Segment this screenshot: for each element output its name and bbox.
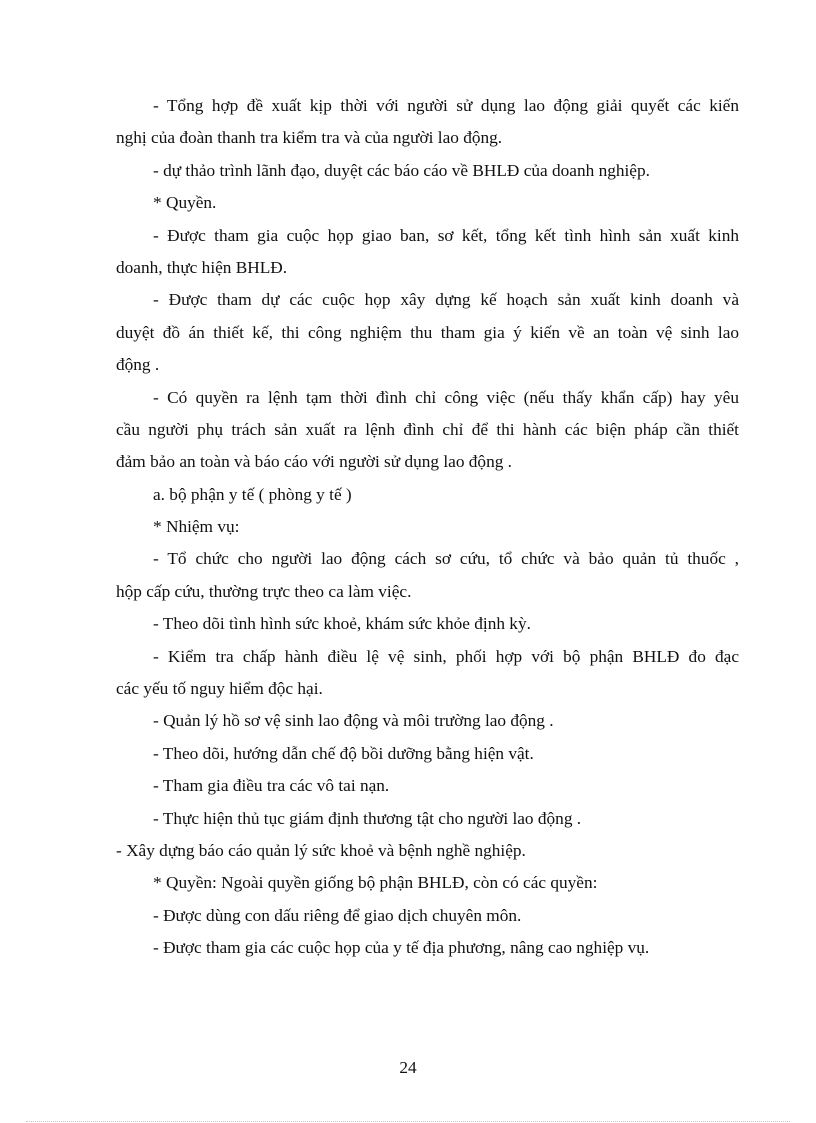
section-heading: * Quyền: Ngoài quyền giống bộ phận BHLĐ, còn có các quyền: (153, 873, 598, 893)
paragraph-line: động . (116, 355, 160, 375)
paragraph-line: các yếu tố nguy hiểm độc hại. (116, 679, 323, 699)
paragraph-line: - Tổng hợp đề xuất kịp thời với người sử dụng lao động giải quyết các kiến (153, 96, 739, 115)
paragraph-line: - Kiểm tra chấp hành điều lệ vệ sinh, phối hợp với bộ phận BHLĐ đo đạc (153, 646, 739, 666)
paragraph-line: - Theo dõi tình hình sức khoẻ, khám sức khỏe định kỳ. (153, 614, 531, 634)
paragraph-line: - Tham gia điều tra các vô tai nạn. (153, 776, 390, 796)
paragraph-line: - Theo dõi, hướng dẫn chế độ bồi dưỡng bằng hiện vật. (153, 743, 534, 763)
paragraph-line: - Có quyền ra lệnh tạm thời đình chỉ công việc (nếu thấy khẩn cấp) hay yêu (153, 387, 739, 407)
paragraph-line: hộp cấp cứu, thường trực theo ca làm việc. (116, 581, 412, 601)
paragraph-line: - Được tham gia cuộc họp giao ban, sơ kết, tổng kết tình hình sản xuất kinh (153, 225, 739, 245)
page-bottom-divider (26, 1121, 790, 1122)
paragraph-line: đảm bảo an toàn và báo cáo với người sử dụng lao động . (116, 452, 512, 472)
paragraph-line: - Xây dựng báo cáo quản lý sức khoẻ và bệnh nghề nghiệp. (116, 840, 526, 860)
paragraph-line: - Được tham gia các cuộc họp của y tế địa phương, nâng cao nghiệp vụ. (153, 938, 650, 958)
paragraph-line: - Được tham dự các cuộc họp xây dựng kế hoạch sản xuất kinh doanh và (153, 290, 739, 310)
paragraph-line: - Thực hiện thủ tục giám định thương tật cho người lao động . (153, 808, 582, 828)
paragraph-line: - Tổ chức cho người lao động cách sơ cứu, tổ chức và bảo quản tủ thuốc , (153, 549, 739, 569)
page-number: 24 (399, 1058, 417, 1077)
section-heading: * Nhiệm vụ: (153, 517, 240, 537)
paragraph-line: doanh, thực hiện BHLĐ. (116, 257, 288, 277)
section-heading: a. bộ phận y tế ( phòng y tế ) (153, 484, 352, 504)
paragraph-line: cầu người phụ trách sản xuất ra lệnh đình chỉ để thi hành các biện pháp cần thiết (116, 419, 739, 439)
paragraph-line: - Quản lý hồ sơ vệ sinh lao động và môi trường lao động . (153, 711, 554, 731)
paragraph-line: - Được dùng con dấu riêng để giao dịch chuyên môn. (153, 905, 522, 925)
paragraph-line: nghị của đoàn thanh tra kiểm tra và của người lao động. (116, 128, 503, 148)
paragraph-line: duyệt đồ án thiết kế, thi công nghiệm thu tham gia ý kiến về an toàn vệ sinh lao (116, 322, 739, 342)
document-body (116, 90, 739, 965)
section-heading: * Quyền. (153, 193, 217, 213)
paragraph-line: - dự thảo trình lãnh đạo, duyệt các báo cáo về BHLĐ của doanh nghiệp. (153, 160, 650, 180)
